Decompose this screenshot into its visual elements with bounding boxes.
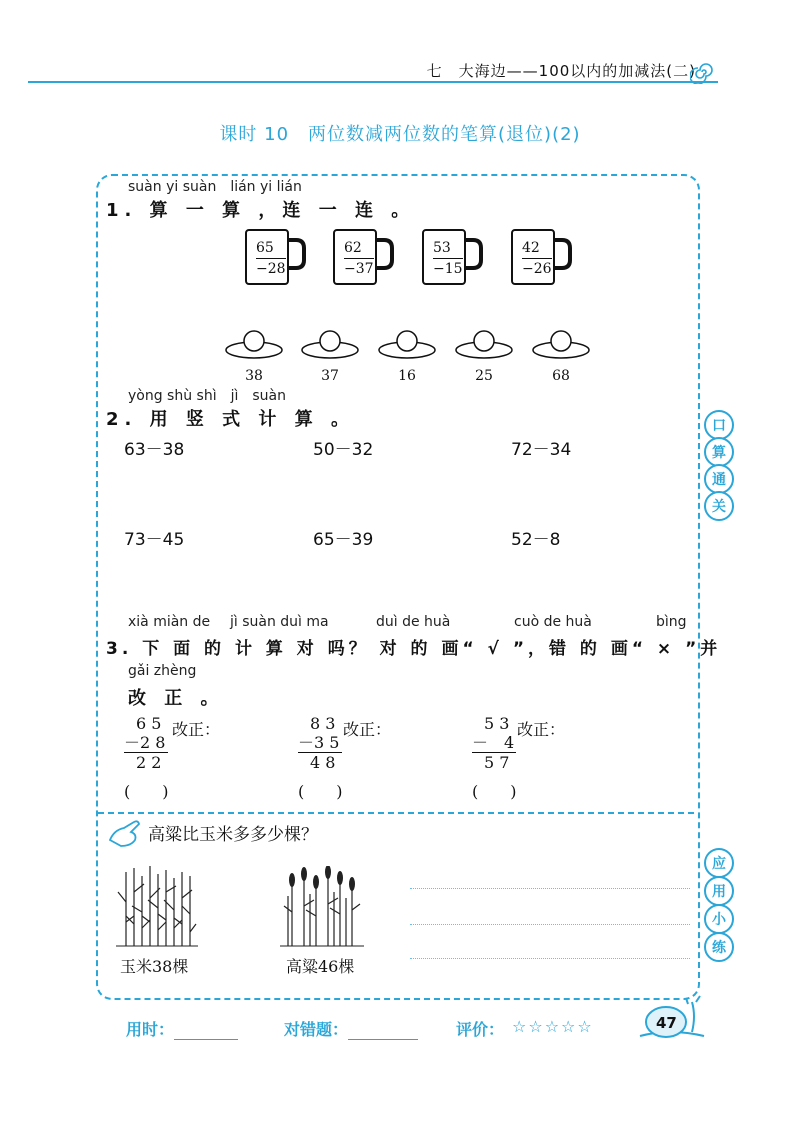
- q3-title: 3. 下 面 的 计 算 对 吗？ 对 的 画“ √ ”，错 的 画“ × ”并: [106, 639, 722, 659]
- problem: 73－45: [124, 530, 185, 550]
- q1-pinyin: suàn yi suàn lián yi lián: [128, 179, 302, 195]
- problem: 63－38: [124, 440, 185, 460]
- q3-pinyin: bìng: [656, 614, 687, 630]
- mug-equation: 62 −37: [344, 240, 374, 277]
- rating-label: 评价：: [456, 1020, 505, 1039]
- section-divider: [98, 812, 694, 814]
- side-badge-xiao: 小: [704, 904, 734, 934]
- side-badge-ying: 应: [704, 848, 734, 878]
- errors-field[interactable]: 对错题：: [284, 1017, 418, 1040]
- answer-dish[interactable]: [531, 326, 591, 384]
- header-rule: [28, 81, 718, 83]
- q2-pinyin: yòng shù shì jì suàn: [128, 388, 287, 404]
- corn-image: [116, 862, 198, 948]
- problem: 65－39: [313, 530, 374, 550]
- rating-stars[interactable]: ☆☆☆☆☆: [512, 1017, 594, 1036]
- q3-pinyin2: gǎi zhèng: [128, 663, 197, 679]
- hand-pointer-icon: [106, 818, 142, 848]
- answer-number: 16: [398, 368, 416, 384]
- judge-paren[interactable]: ( ): [472, 782, 517, 801]
- time-field[interactable]: 用时：: [126, 1017, 238, 1040]
- side-badge-yong: 用: [704, 876, 734, 906]
- check-item: 6 5 －2 8 2 2 ( ): [124, 714, 169, 801]
- answer-number: 37: [321, 368, 339, 384]
- q3-pinyin: jì suàn duì ma: [230, 614, 329, 630]
- dish-icon: [454, 326, 514, 362]
- page-number: 47: [656, 1014, 677, 1032]
- judge-paren[interactable]: ( ): [124, 782, 169, 801]
- problem: 52－8: [511, 530, 561, 550]
- q3-pinyin: cuò de huà: [514, 614, 592, 630]
- answer-number: 38: [245, 368, 263, 384]
- answer-dish[interactable]: [377, 326, 437, 384]
- fix-label: 改正：: [172, 720, 221, 739]
- side-badge-kou: 口: [704, 410, 734, 440]
- problem: 72－34: [511, 440, 572, 460]
- side-badge-tong: 通: [704, 464, 734, 494]
- mug-equation: 42 −26: [522, 240, 552, 277]
- check-item: 8 3 －3 5 4 8 ( ): [298, 714, 343, 801]
- answer-number: 68: [552, 368, 570, 384]
- side-badge-lian: 练: [704, 932, 734, 962]
- sorghum-label: 高粱46棵: [286, 957, 355, 976]
- side-badge-suan: 算: [704, 437, 734, 467]
- sorghum-image: [280, 866, 364, 948]
- check-item: 5 3 － 4 5 7 ( ): [472, 714, 517, 801]
- q3-pinyin: duì de huà: [376, 614, 451, 630]
- application-question: 高粱比玉米多多少棵？: [148, 825, 318, 845]
- answer-line[interactable]: [410, 888, 690, 889]
- q3-pinyin: xià miàn de: [128, 614, 211, 630]
- side-badge-guan: 关: [704, 491, 734, 521]
- q2-title: 2. 用 竖 式 计 算 。: [106, 409, 355, 430]
- q3-title2: 改 正 。: [128, 688, 225, 709]
- lesson-title: 课时 10 两位数减两位数的笔算(退位)(2): [219, 124, 581, 145]
- dish-icon: [224, 326, 284, 362]
- dish-icon: [531, 326, 591, 362]
- mug-equation: 53 −15: [433, 240, 463, 277]
- fix-label: 改正：: [517, 720, 566, 739]
- corn-label: 玉米38棵: [120, 957, 189, 976]
- answer-dish[interactable]: [300, 326, 360, 384]
- dish-icon: [377, 326, 437, 362]
- mug-equation: 65 −28: [256, 240, 286, 277]
- chapter-title: 七 大海边——100以内的加减法(二): [426, 62, 696, 80]
- fix-label: 改正：: [343, 720, 392, 739]
- answer-line[interactable]: [410, 958, 690, 959]
- answer-dish[interactable]: [454, 326, 514, 384]
- answer-line[interactable]: [410, 924, 690, 925]
- problem: 50－32: [313, 440, 374, 460]
- q1-title: 1. 算 一 算 ，连 一 连 。: [106, 200, 416, 221]
- answer-number: 25: [475, 368, 493, 384]
- judge-paren[interactable]: ( ): [298, 782, 343, 801]
- answer-dish[interactable]: [224, 326, 284, 384]
- dish-icon: [300, 326, 360, 362]
